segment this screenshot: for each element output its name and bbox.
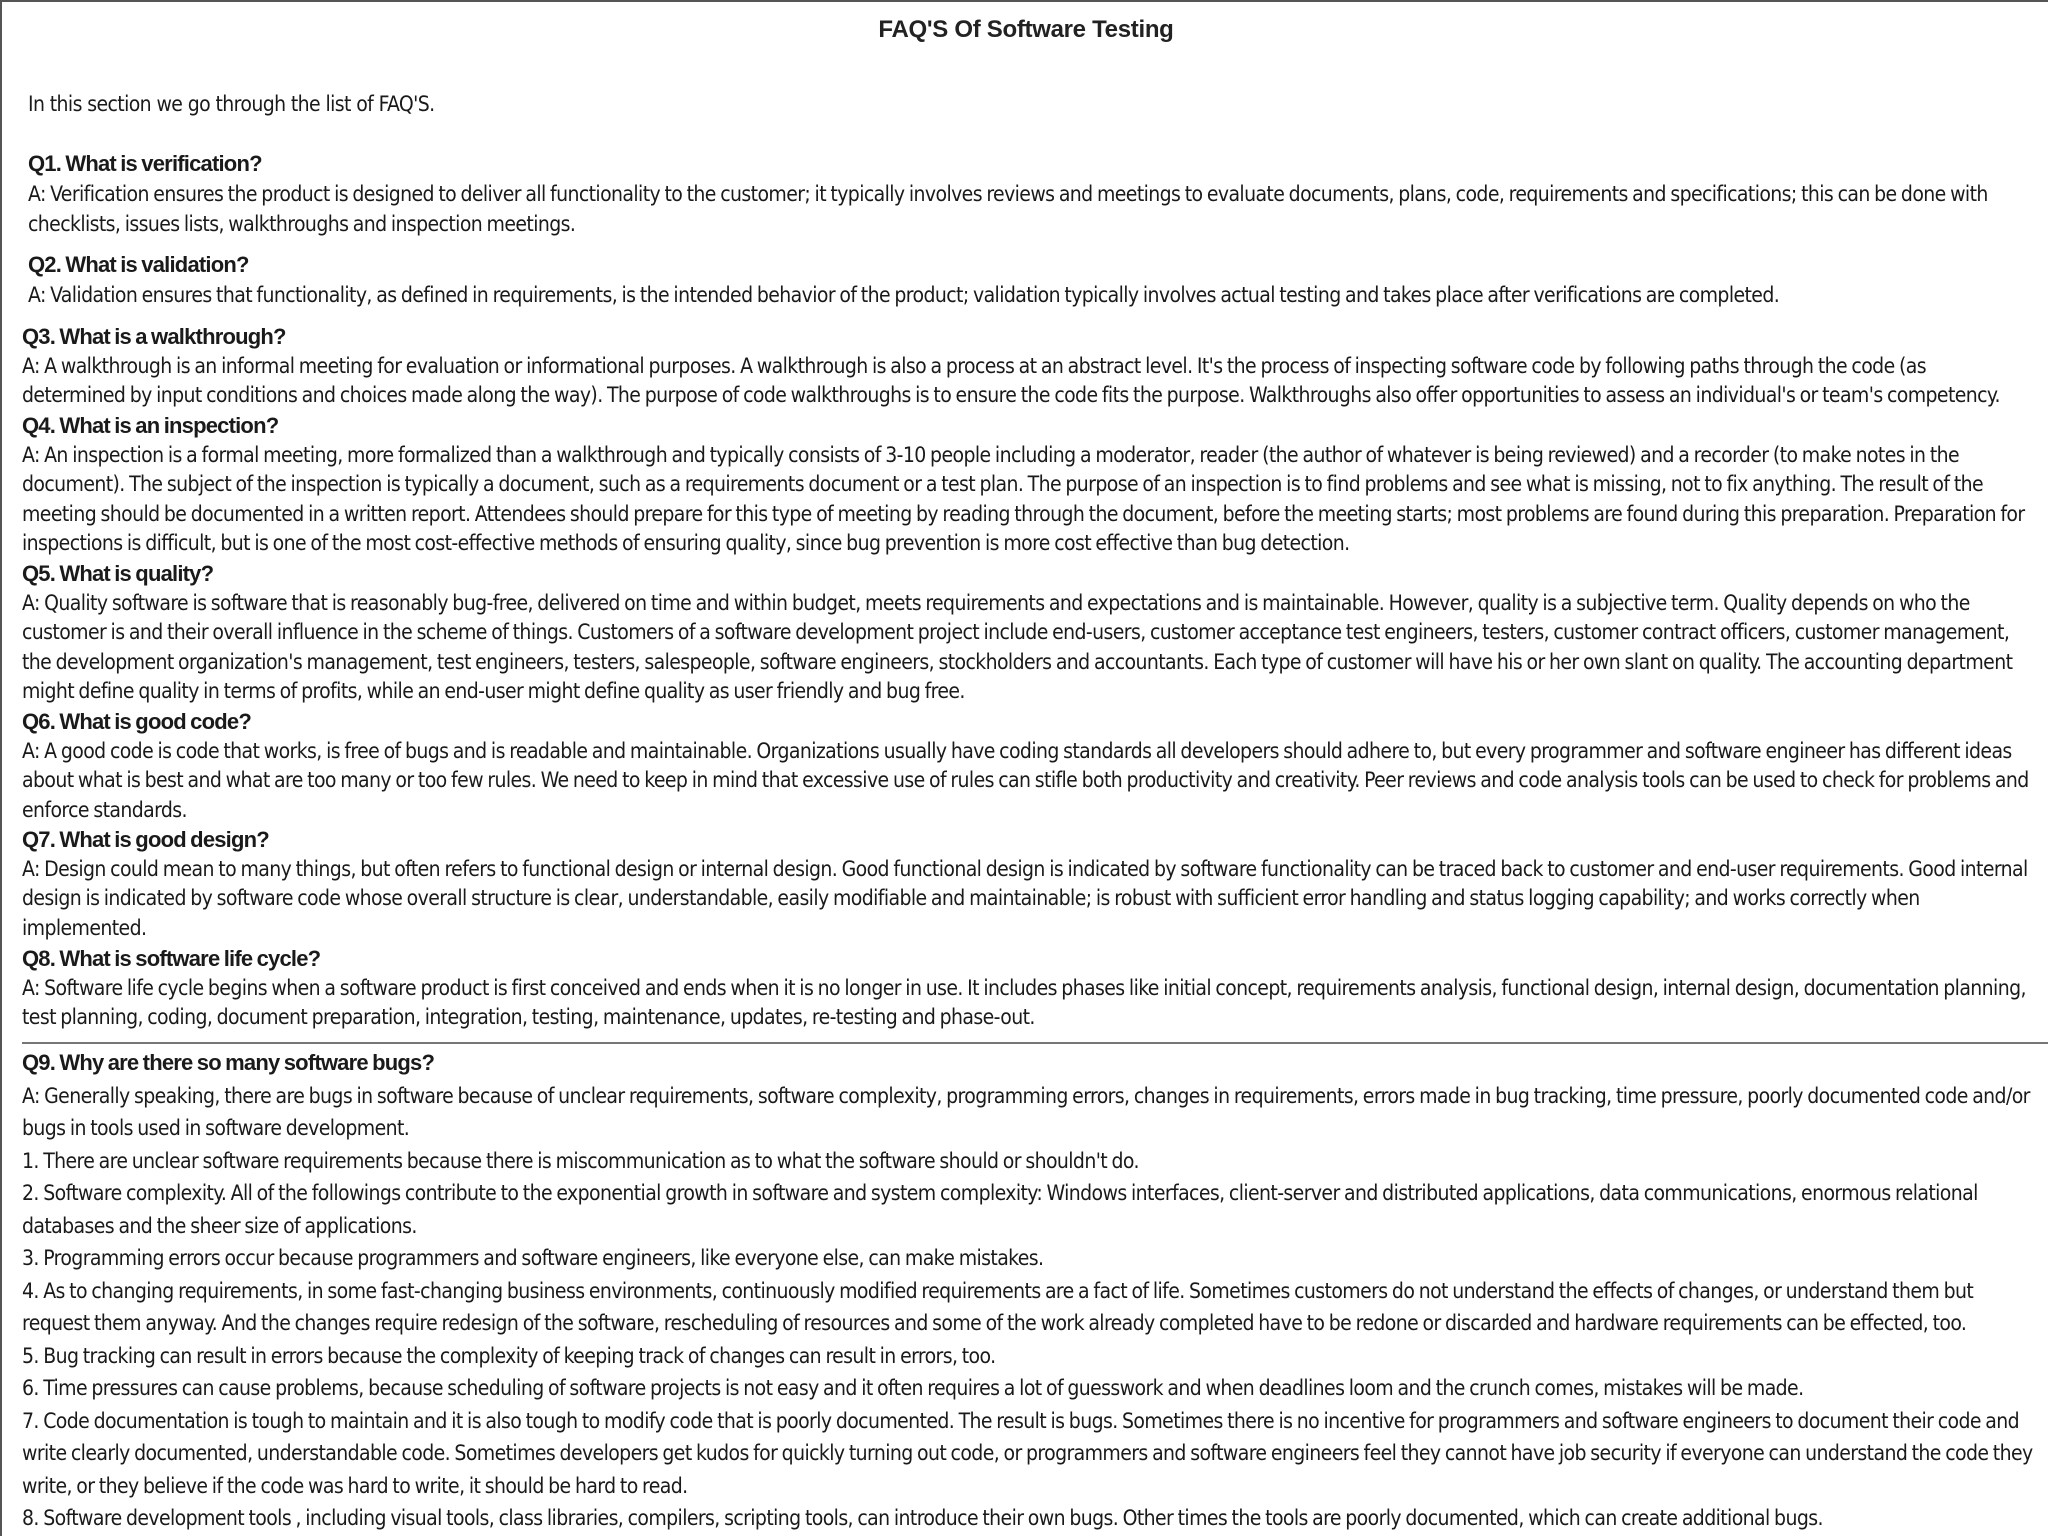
faq-question: Q9. Why are there so many software bugs? [22, 1050, 435, 1075]
faq-question: Q6. What is good code? [22, 709, 251, 734]
list-item: 3. Programming errors occur because programmers and software engineers, like everyone else, can make mistakes. [22, 1246, 1044, 1270]
faq-answer: A: A walkthrough is an informal meeting for evaluation or informational purposes. A walkthrough is also a process at an abstract level. It's the process of inspecting software code by following paths through the code (as determined by input conditions and choices made along the way). The purpose of code walkthroughs is to ensure the code fits the purpose. Walkthroughs also offer opportunities to assess an individual's or team's competency. [22, 353, 2000, 407]
list-item: 4. As to changing requirements, in some fast-changing business environments, continuously modified requirements are a fact of life. Sometimes customers do not understand the effects of changes, or understand them but request them anyway. And the changes require redesign of the software, rescheduling of resources and some of the work already completed have to be redone or discarded and hardware requirements can be effected, too. [22, 1278, 1974, 1335]
faq-item-q2 [28, 250, 2028, 310]
faq-question: Q1. What is verification? [28, 151, 262, 176]
list-item: 2. Software complexity. All of the followings contribute to the exponential growth in software and system complexity: Windows interfaces, client-server and distributed applications, data communications, enormous relational databases and the sheer size of applications. [22, 1181, 1978, 1238]
faq-item-q4 [22, 411, 2032, 559]
faq-item-q1 [28, 149, 2028, 239]
faq-question: Q5. What is quality? [22, 561, 214, 586]
list-item: 1. There are unclear software requirements because there is miscommunication as to what the software should or shouldn't do. [22, 1148, 1139, 1173]
faq-item-q7 [22, 825, 2032, 943]
faq-answer: A: An inspection is a formal meeting, more formalized than a walkthrough and typically consists of 3-10 people including a moderator, reader (the author of whatever is being reviewed) and a recorder (to make notes in the document). The subject of the inspection is typically a document, such as a requirements document or a test plan. The purpose of an inspection is to find problems and see what is missing, not to fix anything. The result of the meeting should be documented in a written report. Attendees should prepare for this type of meeting by reading through the document, before the meeting starts; most problems are found during this preparation. Preparation for inspections is difficult, but is one of the most cost-effective methods of ensuring quality, since bug prevention is more cost effective than bug detection. [22, 442, 2025, 555]
faq-answer: A: Software life cycle begins when a software product is first conceived and ends when it is no longer in use. It includes phases like initial concept, requirements analysis, functional design, internal design, documentation planning, test planning, coding, document preparation, integration, testing, maintenance, updates, re-testing and phase-out. [22, 975, 2026, 1029]
list-item: 5. Bug tracking can result in errors because the complexity of keeping track of changes can result in errors, too. [22, 1343, 996, 1368]
faq-question: Q7. What is good design? [22, 827, 269, 852]
faq-answer: A: Verification ensures the product is designed to deliver all functionality to the customer; it typically involves reviews and meetings to evaluate documents, plans, code, requirements and specifications; this can be done with checklists, issues lists, walkthroughs and inspection meetings. [28, 182, 1988, 236]
faq-item-q3 [22, 322, 2032, 411]
page-title: FAQ'S Of Software Testing [878, 16, 1174, 43]
list-item: 7. Code documentation is tough to maintain and it is also tough to modify code that is poorly documented. The result is bugs. Sometimes there is no incentive for programmers and software engineers to document their code and write clearly documented, understandable code. Sometimes developers get kudos for quickly turning out code, or programmers and software engineers feel they cannot have job security if everyone can understand the code they write, or they believe if the code was hard to write, it should be hard to read. [22, 1408, 2033, 1498]
intro-text: In this section we go through the list of FAQ'S. [28, 92, 435, 116]
faq-item-q6 [22, 707, 2032, 825]
faq-answer: A: Design could mean to many things, but often refers to functional design or internal design. Good functional design is indicated by software functionality can be traced back to customer and end-user requirements. Good internal design is indicated by software code whose overall structure is clear, understandable, easily modifiable and maintainable; is robust with sufficient error handling and status logging capability; and works correctly when implemented. [22, 856, 2028, 940]
faq-answer: A: Quality software is software that is reasonably bug-free, delivered on time and within budget, meets requirements and expectations and is maintainable. However, quality is a subjective term. Quality depends on who the customer is and their overall influence in the scheme of things. Customers of a software development project include end-users, customer acceptance test engineers, testers, customer contract officers, customer management, the development organization's management, test engineers, testers, salespeople, software engineers, stockholders and accountants. Each type of customer will have his or her own slant on quality. The accounting department might define quality in terms of profits, while an end-user might define quality as user friendly and bug free. [22, 590, 2013, 703]
faq-question: Q2. What is validation? [28, 252, 249, 277]
faq-question: Q8. What is software life cycle? [22, 946, 321, 971]
list-item: 8. Software development tools , including visual tools, class libraries, compilers, scripting tools, can introduce their own bugs. Other times the tools are poorly documented, which can create additional bugs. [22, 1506, 1823, 1530]
faq-question: Q4. What is an inspection? [22, 413, 279, 438]
faq-answer: A: Generally speaking, there are bugs in software because of unclear requirements, software complexity, programming errors, changes in requirements, errors made in bug tracking, time pressure, poorly documented code and/or bugs in tools used in software development. [22, 1083, 2030, 1140]
faq-question: Q3. What is a walkthrough? [22, 324, 286, 349]
faq-item-q5 [22, 559, 2032, 707]
faq-item-q8 [22, 944, 2032, 1033]
faq-item-q9 [22, 1047, 2037, 1535]
section-divider [22, 1042, 2048, 1044]
list-item: 6. Time pressures can cause problems, because scheduling of software projects is not easy and it often requires a lot of guesswork and when deadlines loom and the crunch comes, mistakes will be made. [22, 1376, 1804, 1400]
faq-answer: A: A good code is code that works, is free of bugs and is readable and maintainable. Organizations usually have coding standards all developers should adhere to, but every programmer and software engineer has different ideas about what is best and what are too many or too few rules. We need to keep in mind that excessive use of rules can stifle both productivity and creativity. Peer reviews and code analysis tools can be used to check for problems and enforce standards. [22, 738, 2029, 822]
faq-answer: A: Validation ensures that functionality, as defined in requirements, is the intended behavior of the product; validation typically involves actual testing and takes place after verifications are completed. [28, 283, 1780, 307]
